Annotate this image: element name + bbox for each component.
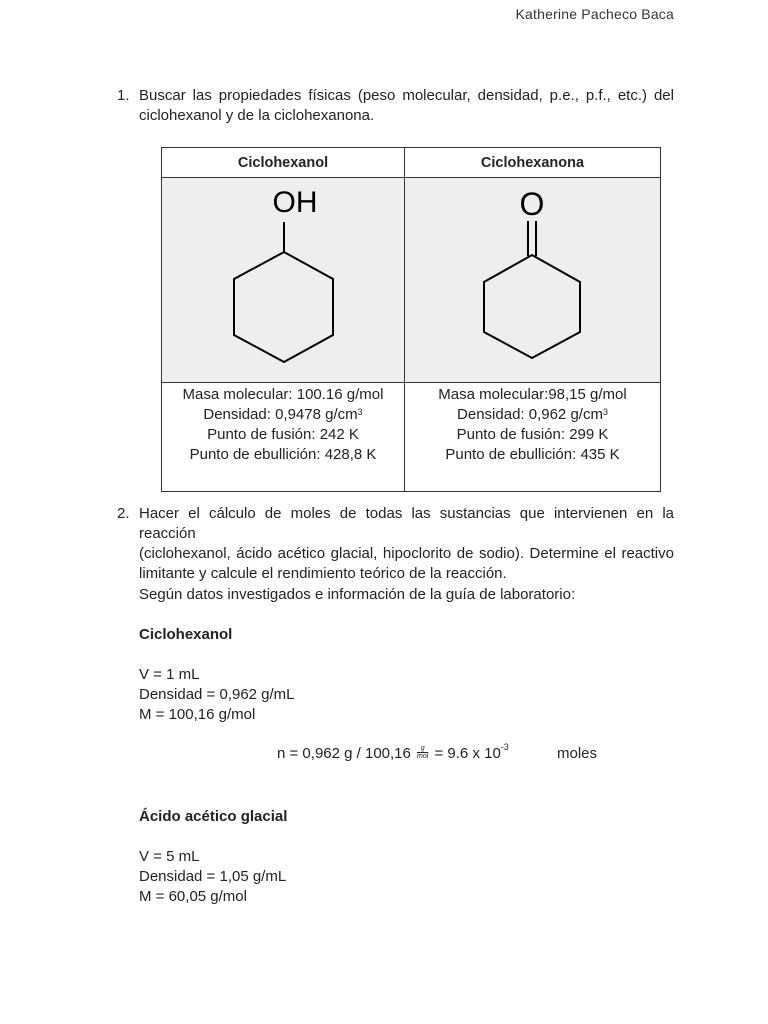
punto-ebullicion: Punto de ebullición: 435 K	[445, 446, 620, 463]
acido-molar-mass: M = 60,05 g/mol	[139, 888, 247, 905]
hydroxyl-label: OH	[272, 186, 318, 219]
question-2-number: 2.	[117, 505, 130, 522]
question-1-text	[139, 86, 674, 126]
densidad-exponent: 3	[602, 407, 608, 417]
table-header-ciclohexanol: Ciclohexanol	[162, 148, 405, 178]
question-2-line: limitante y calcule el rendimiento teórico de la reacción.	[139, 565, 507, 582]
unit-fraction	[417, 745, 428, 760]
ciclohexanol-density: Densidad = 0,962 g/mL	[139, 686, 295, 703]
cyclohexanol-structure	[162, 178, 405, 383]
equation-left: n = 0,962 g / 100,16	[277, 745, 411, 762]
equation-exponent: -3	[500, 742, 509, 752]
ciclohexanol-volume: V = 1 mL	[139, 666, 200, 683]
table-header-ciclohexanona: Ciclohexanona	[405, 148, 661, 178]
header-author: Katherine Pacheco Baca	[515, 6, 674, 22]
punto-fusion: Punto de fusión: 242 K	[207, 426, 359, 443]
densidad	[162, 405, 404, 425]
cyclohexanone-structure	[405, 178, 661, 383]
fraction-numerator: g	[417, 745, 428, 753]
masa-molecular: Masa molecular:98,15 g/mol	[438, 386, 627, 403]
punto-fusion: Punto de fusión: 299 K	[456, 426, 609, 443]
question-2-line: (ciclohexanol, ácido acético glacial, hipoclorito de sodio). Determine el reactivo	[139, 545, 674, 562]
ciclohexanol-molar-mass: M = 100,16 g/mol	[139, 706, 256, 723]
punto-ebullicion: Punto de ebullición: 428,8 K	[189, 446, 377, 463]
densidad-value: Densidad: 0,962 g/cm	[457, 406, 603, 423]
question-1-line: Buscar las propiedades físicas (peso molecular, densidad, p.e., p.f., etc.) del	[139, 87, 674, 104]
acido-density: Densidad = 1,05 g/mL	[139, 868, 287, 885]
properties-table	[161, 147, 661, 492]
intro-text: Según datos investigados e información de la guía de laboratorio:	[139, 586, 576, 603]
cyclohexanone-structure-image	[405, 178, 660, 378]
acido-heading: Ácido acético glacial	[139, 808, 288, 825]
densidad-value: Densidad: 0,9478 g/cm	[203, 406, 358, 423]
ciclohexanol-properties	[162, 383, 405, 492]
question-1-number: 1.	[117, 87, 130, 104]
acido-volume: V = 5 mL	[139, 848, 200, 865]
question-2-text	[139, 504, 674, 584]
densidad	[405, 405, 660, 425]
densidad-exponent: 3	[357, 407, 363, 417]
moles-unit: moles	[557, 745, 598, 762]
cyclohexanol-structure-image	[162, 178, 404, 378]
moles-equation	[277, 742, 509, 762]
ciclohexanona-properties	[405, 383, 661, 492]
masa-molecular: Masa molecular: 100.16 g/mol	[182, 386, 384, 403]
ciclohexanol-heading: Ciclohexanol	[139, 626, 233, 643]
fraction-denominator: mol	[417, 752, 429, 760]
equation-right: = 9.6 x 10	[430, 745, 501, 762]
carbonyl-label: O	[519, 186, 545, 222]
question-2-line: Hacer el cálculo de moles de todas las sustancias que intervienen en la reacción	[139, 505, 674, 542]
question-1-line: ciclohexanol y de la ciclohexanona.	[139, 107, 375, 124]
